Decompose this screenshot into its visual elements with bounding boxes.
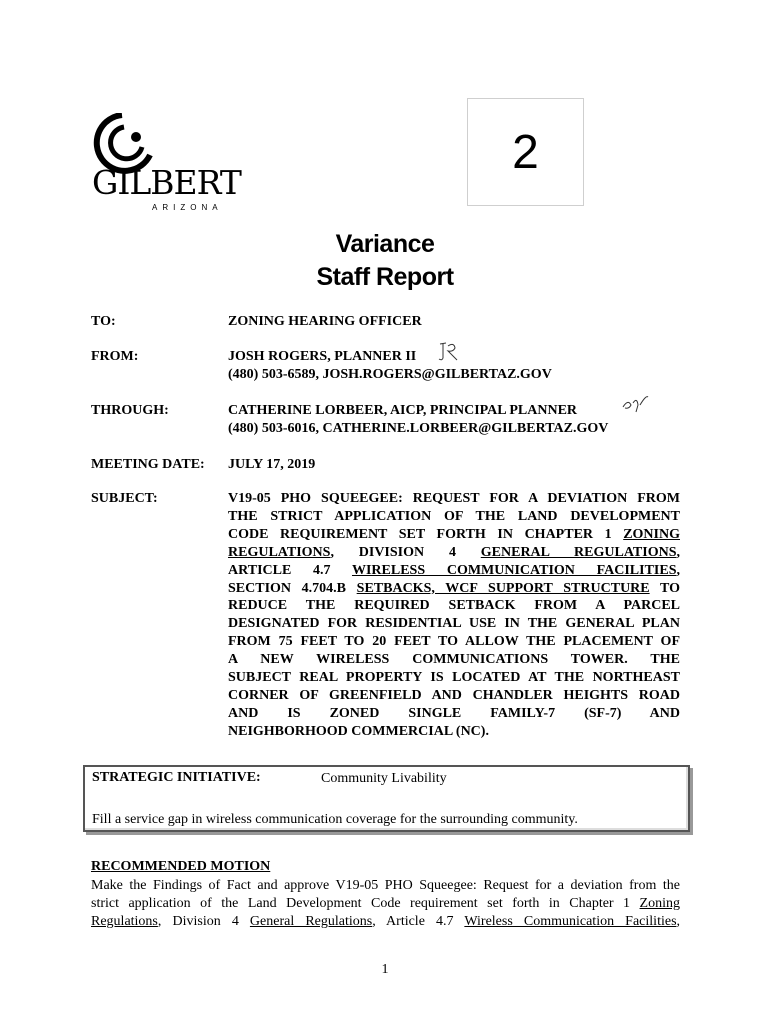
to-value: ZONING HEARING OFFICER: [228, 314, 422, 329]
from-label: FROM:: [91, 349, 139, 364]
to-label: TO:: [91, 314, 116, 329]
recommended-motion-heading: RECOMMENDED MOTION: [91, 859, 271, 874]
strategic-initiative-description: Fill a service gap in wireless communication coverage for the surrounding community.: [92, 812, 578, 827]
logo-wordmark: GILBERT: [92, 163, 241, 202]
agenda-item-number: 2: [467, 98, 584, 206]
subject-text: V19-05 PHO SQUEEGEE: REQUEST FOR A DEVIATION FROM THE STRICT APPLICATION OF THE LAND DEVELOPMENT CODE REQUIREMENT SET FORTH IN CHAPTER 1 ZONING REGULATIONS, DIVISION 4 GENERAL REGULATIONS, ARTICLE 4.7 WIRELESS COMMUNICATION FACILITIES, SECTION 4.704.B SETBACKS, WCF SUPPORT STRUCTURE TO REDUCE THE REQUIRED SETBACK FROM A PARCEL DESIGNATED FOR RESIDENTIAL USE IN THE GENERAL PLAN FROM 75 FEET TO 20 FEET TO ALLOW THE PLACEMENT OF A NEW WIRELESS COMMUNICATIONS TOWER. THE SUBJECT REAL PROPERTY IS LOCATED AT THE NORTHEAST CORNER OF GREENFIELD AND CHANDLER HEIGHTS ROAD AND IS ZONED SINGLE FAMILY-7 (SF-7) AND NEIGHBORHOOD COMMERCIAL (NC).: [228, 491, 680, 739]
recommended-motion-body: Make the Findings of Fact and approve V19-05 PHO Squeegee: Request for a deviation from the strict application of the Land Development Code requirement set forth in Chapter 1 Zoning Regulations, Division 4 General Regulations, Article 4.7 Wireless Communication Facilities,: [91, 878, 681, 930]
through-contact: (480) 503-6016, CATHERINE.LORBEER@GILBERTAZ.GOV: [228, 421, 609, 436]
from-name: JOSH ROGERS, PLANNER II: [228, 349, 417, 364]
through-name: CATHERINE LORBEER, AICP, PRINCIPAL PLANNER: [228, 403, 578, 418]
meeting-date-value: JULY 17, 2019: [228, 457, 316, 472]
subject-label: SUBJECT:: [91, 491, 158, 506]
report-title-line1: Variance: [335, 230, 435, 258]
strategic-initiative-value: Community Livability: [321, 771, 447, 786]
strategic-initiative-label: STRATEGIC INITIATIVE:: [92, 770, 261, 785]
signature-initials-icon: [436, 340, 462, 364]
signature-initials-icon: [620, 393, 650, 415]
report-title-line2: Staff Report: [316, 263, 454, 291]
meeting-date-label: MEETING DATE:: [91, 457, 205, 472]
page-number: 1: [381, 962, 389, 977]
through-label: THROUGH:: [91, 403, 169, 418]
from-contact: (480) 503-6589, JOSH.ROGERS@GILBERTAZ.GOV: [228, 367, 552, 382]
logo-subtitle: ARIZONA: [152, 203, 223, 212]
